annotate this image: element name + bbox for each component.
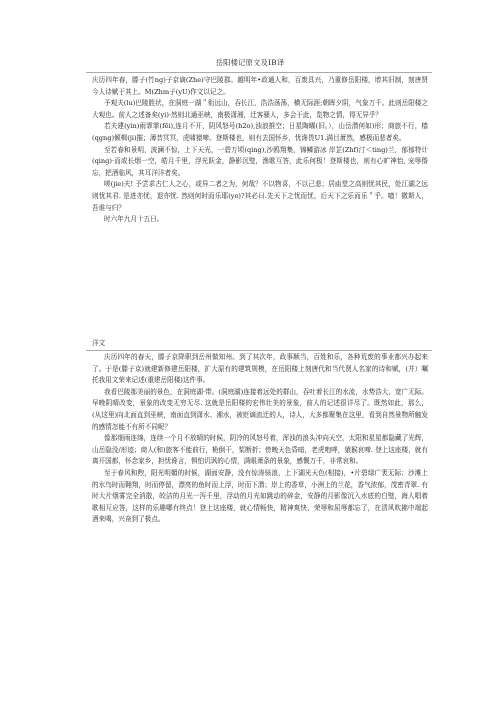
top-divider xyxy=(86,72,432,73)
translation-paragraph: 像那细雨连绵，连续一个月不放晴的时候，阴冷的风怒号着，浑浊的浪头冲向天空，太阳和星星都隐藏了光辉，山岳隐没/形迹；商人(和)旅客不能前行，桅倒干，桨断折；傍晚天色昏暗，老虎咆哮，猿猴哀啼. 登上这座楼，就有离开国都，怀念家乡，担忧谗言，惧怕讥讽的心情，满眼萧条的景象，感慨万千，非常哀和。 xyxy=(92,434,428,466)
original-paragraph: 若夫建(yin)雨霏霏(fēi),连月不开，阴风怒号(h2o),浊浪推空；日星陶曜(旧。），山岳潜何如)形；商旅不行，樯(qgng)倾楫(ji)摧；薄昔冥冥，虎啸猿啼。登斯楼也，则有去国怀乡，忧谗畏U1.满目萧然，感极而悲者矣。 xyxy=(92,122,428,142)
translation-text xyxy=(92,352,428,526)
page-title: 岳阳楼记原文及IB译 xyxy=(215,58,285,67)
translation-heading: 洋文 xyxy=(92,339,106,347)
translation-section xyxy=(92,338,428,350)
translation-paragraph: 我看巴陵那美丽的景色，在洞庭湖·带。(洞庭湖)连接着远处的群山，吞吐着长江的水流，水势浩大，宽广无际。早晚阴晴改变，景象的改变无穷无尽. 这就是岳阳楼的宏伟壮美的景象，前人的记述很详尽了。既然如此，那么，(从这里)向北面直到巫峡，南面直到潇水、湘水，被贬谪流迁的人，诗人，大多都聚集在这里，看到自然景物所触发的感情怎能不有所不同呢？ xyxy=(92,387,428,431)
original-paragraph: 嗟(jie)夫! 予尝求古仁人之心，或异二者之为，何哉？不以物喜，不以己悲；居庙堂之高则忧其民，处江湖之远则忧其君. 是进亦忧，退亦忧. 然则何时而乐耶(ye)?其必曰.先天下之忧而忧，后天下之乐而乐＂乎。噫！微斯人，吾谁与归？ xyxy=(92,180,428,212)
original-paragraph: 至若春和景明，波澜不惊，上下天光，一碧万顷(qing),沙鸥翔集，锦鳞游冰 岸芷(Zhf)汀＜ting)兰，郁郁特计(qing)·而或长烟一空，皓月千里，浮光跃金，静影沉璧，渔歌互答，此乐何极！登斯楼也，则有心旷神怡, 宠辱偕忘，把酒临风，其耳洋洋者矣。 xyxy=(92,145,428,177)
section-divider xyxy=(86,350,432,351)
original-paragraph: 时六年九月十五日。 xyxy=(104,215,164,224)
translation-paragraph: 至于春风和煦，阳光明媚的时候，湖面安静，没有惊涛骇浪，上下湖光天色(相接)，•片碧绿广袤无际；沙滩上的水鸟时而翱翔，时而停留，漂亮的鱼时而上浮，时而下潜；岸上的香草，小洲上的兰花，香气浓郁，茂密青翠. 有时大片烟雾完全消散，皎洁的月光一泻千里，浮动的月光如跳动的碎金，安静的月影像沉入水底的白璧，海人唱着歌相互应答，这样的乐趣哪有终点！登上这座楼，就心情畅快，精神爽快，荣辱和屈辱都忘了，在清风吹拂中端起酒来喝，兴奋到了极点。 xyxy=(92,468,428,524)
original-paragraph: 予观夫(lu)巴陵胜状，在洞庭一湖＂衔远山，吞长江，浩浩荡荡，横无际涯;朝晖夕阴，气象万千。此则岳阳楼之大观也。前人之述备矣(yi)·然则北通巫峡，南极潇湘，迁客骚人，多会于此，览物之情，得无异乎？ xyxy=(92,99,428,119)
original-paragraph: 庆历四年春，滕子(竹ng)子京谪(Zhe)守巴陵郡。越明年•政通人和，百废具兴，乃重修岳阳楼，增其旧制，刻唐贤今人诗赋于其上。M(Zhm子(yU)作文以记之。 xyxy=(92,76,428,96)
translation-paragraph: 庆历四年的春天，滕子京降职到岳州做知州。到了其次年，政事顺当，百姓和乐，各种荒废的事业都兴办起来了。于是(滕子京)就建新修建岳阳楼，扩大原有的建筑规模，在岳阳楼上刻唐代和当代贤人名家的诗和赋，(并）嘱托我用文荣来记述(重建岳阳楼)这件事。 xyxy=(92,353,428,385)
original-text xyxy=(92,75,428,226)
